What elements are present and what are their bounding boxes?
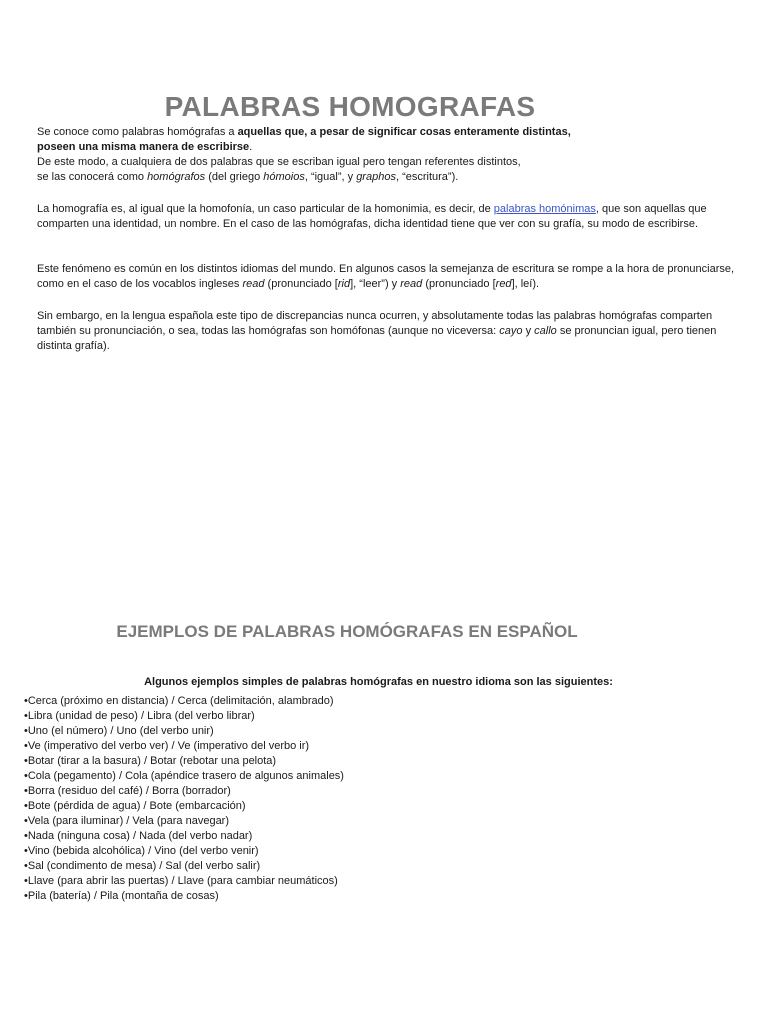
intro-line-1 bbox=[37, 125, 737, 140]
list-item: •Vino (bebida alcohólica) / Vino (del verbo venir) bbox=[24, 845, 259, 857]
intro-italic: homógrafos bbox=[147, 171, 206, 183]
intro-paragraph bbox=[37, 125, 737, 185]
list-item: •Cola (pegamento) / Cola (apéndice trasero de algunos animales) bbox=[24, 770, 344, 782]
intro-italic: hómoios bbox=[263, 171, 305, 183]
list-item: •Llave (para abrir las puertas) / Llave (para cambiar neumáticos) bbox=[24, 875, 338, 887]
list-item: •Botar (tirar a la basura) / Botar (rebotar una pelota) bbox=[24, 755, 277, 767]
paragraph-text: ], leí). bbox=[511, 278, 540, 290]
homonimas-link[interactable]: palabras homónimas bbox=[493, 203, 596, 215]
paragraph-text: La homografía es, al igual que la homofonía, un caso particular de la homonimia, es decir, de bbox=[37, 203, 494, 215]
spanish-paragraph bbox=[37, 309, 737, 354]
intro-line-3: De este modo, a cualquiera de dos palabras que se escriban igual pero tengan referentes distintos, bbox=[37, 156, 521, 168]
paragraph-text: (pronunciado [ bbox=[264, 278, 338, 290]
paragraph-italic: red bbox=[495, 278, 512, 290]
list-item: •Nada (ninguna cosa) / Nada (del verbo nadar) bbox=[24, 830, 253, 842]
list-item: •Borra (residuo del café) / Borra (borrador) bbox=[24, 785, 231, 797]
list-item: •Uno (el número) / Uno (del verbo unir) bbox=[24, 725, 214, 737]
page-title: PALABRAS HOMOGRAFAS bbox=[164, 90, 536, 122]
paragraph-text: Este fenómeno es común en los distintos idiomas del mundo. En algunos casos la semejanza de escritura se rompe a la hora de pronunciarse, como en el caso de los vocablos ingleses bbox=[37, 263, 735, 290]
examples-lead: Algunos ejemplos simples de palabras homógrafas en nuestro idioma son las siguientes: bbox=[144, 676, 613, 688]
intro-text: Se conoce como palabras homógrafas a bbox=[37, 126, 238, 138]
intro-bold: aquellas que, a pesar de significar cosas enteramente distintas, bbox=[237, 126, 571, 138]
paragraph-text: ], “leer”) y bbox=[350, 278, 401, 290]
intro-line-4 bbox=[37, 170, 737, 185]
intro-text: (del griego bbox=[205, 171, 264, 183]
list-item: •Vela (para iluminar) / Vela (para navegar) bbox=[24, 815, 230, 827]
languages-paragraph bbox=[37, 262, 737, 292]
list-item: •Ve (imperativo del verbo ver) / Ve (imperativo del verbo ir) bbox=[24, 740, 310, 752]
examples-heading: EJEMPLOS DE PALABRAS HOMÓGRAFAS EN ESPAÑOL bbox=[116, 622, 578, 642]
list-item: •Cerca (próximo en distancia) / Cerca (delimitación, alambrado) bbox=[24, 695, 334, 707]
intro-text: , “igual”, y bbox=[304, 171, 357, 183]
intro-italic: graphos bbox=[356, 171, 396, 183]
paragraph-italic: read bbox=[400, 278, 423, 290]
paragraph-italic: cayo bbox=[499, 325, 523, 337]
paragraph-italic: read bbox=[242, 278, 265, 290]
list-item: •Libra (unidad de peso) / Libra (del verbo librar) bbox=[24, 710, 255, 722]
homonymy-paragraph bbox=[37, 202, 737, 232]
paragraph-text: se pronuncian igual, pero tienen distinta grafía). bbox=[37, 325, 717, 352]
list-item: •Sal (condimento de mesa) / Sal (del verbo salir) bbox=[24, 860, 261, 872]
paragraph-text: (pronunciado [ bbox=[422, 278, 496, 290]
paragraph-text: y bbox=[522, 325, 535, 337]
intro-text: se las conocerá como bbox=[37, 171, 148, 183]
paragraph-italic: callo bbox=[534, 325, 557, 337]
paragraph-italic: rid bbox=[337, 278, 351, 290]
paragraph-text: , que son aquellas que comparten una identidad, un nombre. En el caso de las homógrafas, dicha identidad tiene que ver con su grafía, su modo de escribirse. bbox=[37, 203, 707, 230]
intro-text: , “escritura”). bbox=[395, 171, 459, 183]
list-item: •Bote (pérdida de agua) / Bote (embarcación) bbox=[24, 800, 246, 812]
examples-list bbox=[24, 694, 344, 904]
paragraph-text: Sin embargo, en la lengua española este tipo de discrepancias nunca ocurren, y absolutamente todas las palabras homógrafas comparten también su pronunciación, o sea, todas las homógrafas son homófonas (aunque no viceversa: bbox=[37, 310, 713, 337]
intro-text: . bbox=[249, 141, 253, 153]
intro-line-2 bbox=[37, 140, 737, 155]
intro-bold: poseen una misma manera de escribirse bbox=[37, 141, 250, 153]
list-item: •Pila (batería) / Pila (montaña de cosas) bbox=[24, 890, 219, 902]
